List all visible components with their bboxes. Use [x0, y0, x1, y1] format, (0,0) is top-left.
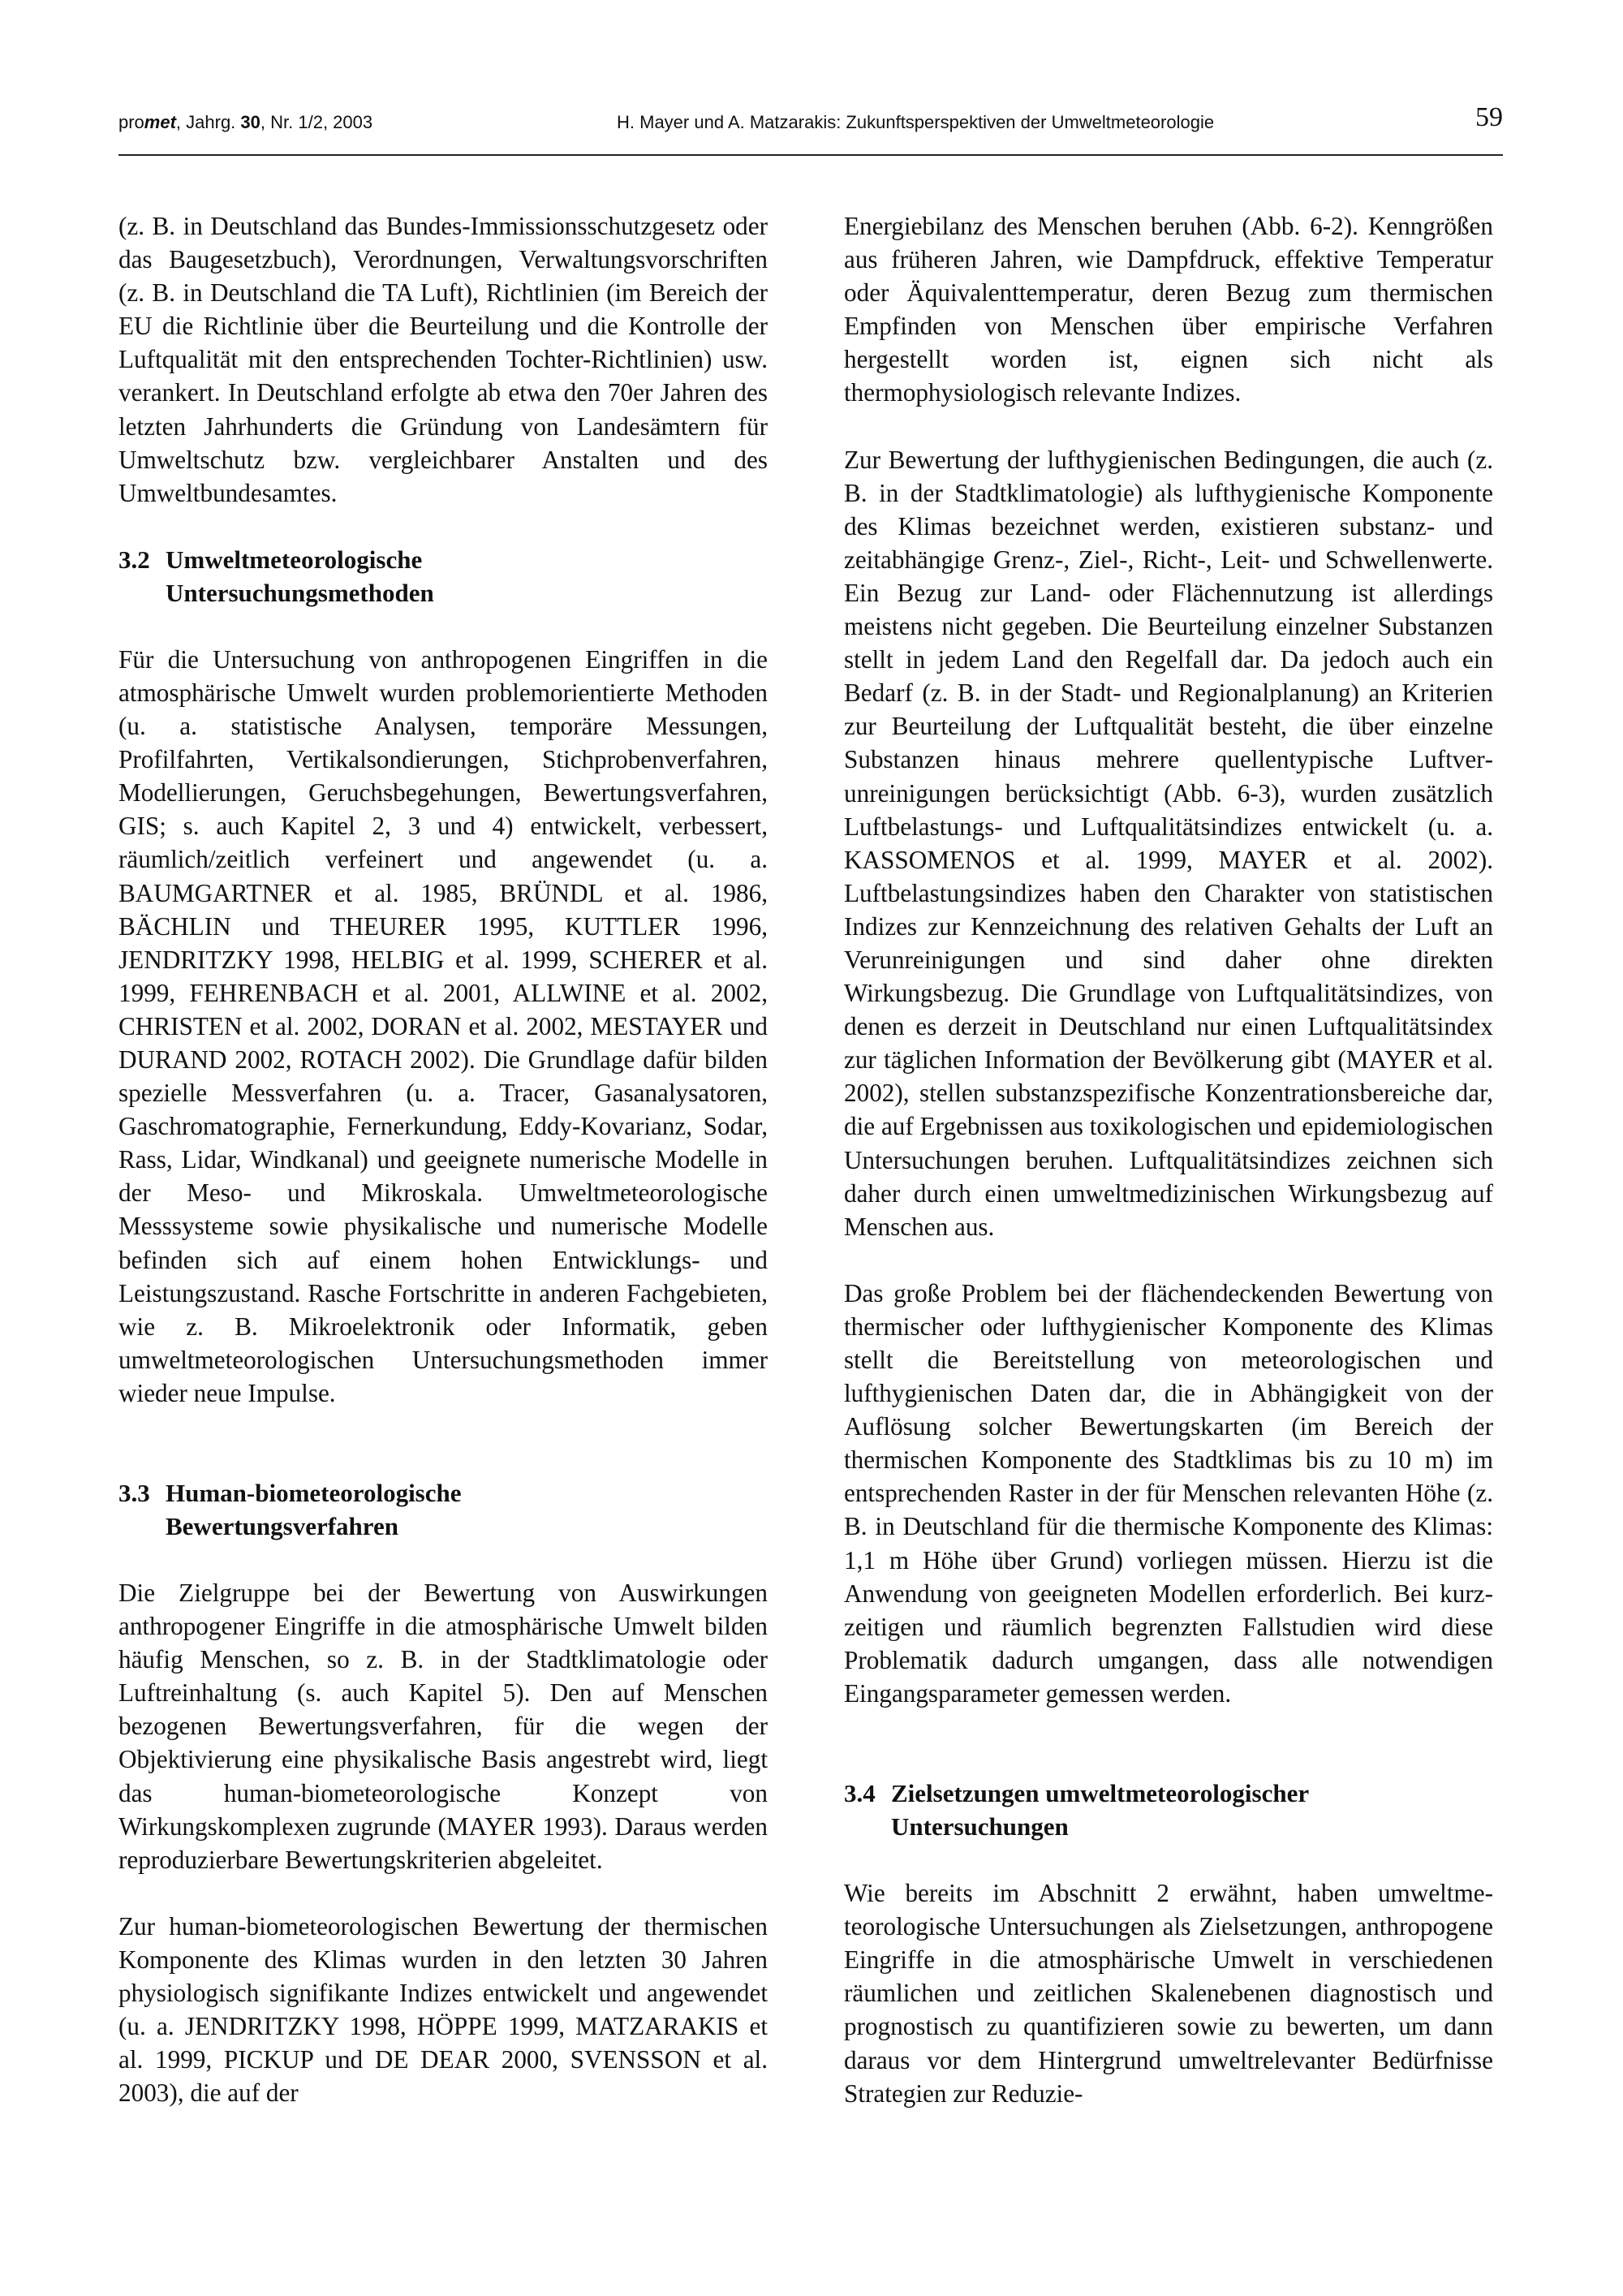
paragraph: Zur human-biometeorologischen Bewertung der thermischen Komponente des Klimas wurden in den letzten 30 Jahren physiologisch signifikante Indizes entwickelt und angewendet (u. a. JENDRITZKY 1998, HÖPPE 1999, MATZARAKIS et al. 1999, PICKUP und DE DEAR 2000, SVENSSON et al. 2003), die auf der — [118, 1911, 768, 2108]
left-column — [118, 209, 768, 2109]
right-column — [844, 209, 1493, 2110]
section-heading-3-4 — [844, 1777, 1493, 1843]
section-title-line: Untersuchungen — [891, 1812, 1069, 1842]
section-heading-3-3 — [118, 1476, 768, 1543]
paragraph: (z. B. in Deutschland das Bundes-Immissionsschutzgesetz oder das Baugesetzbuch), Verordnungen, Verwaltungsvorschriften (z. B. in Deutschland die TA Luft), Richtlinien (im Bereich der EU die Richtlinie über die Beurteilung und die Kontrolle der Luftqualität mit den entsprechenden Tochter-Richtlinien) usw. verankert. In Deutschland erfolgte ab etwa den 70er Jahren des letzten Jahrhunderts die Gründung von Landesämtern für Umweltschutz bzw. vergleichbarer Anstalten und des Umweltbundesamtes. — [118, 212, 768, 507]
paragraph: Wie bereits im Abschnitt 2 erwähnt, haben umweltmeteorologische Untersuchungen als Zielsetzungen, anthropogene Eingriffe in die atmosphärische Umwelt in verschiedenen räumlichen und zeitlichen Skalenebenen diagnostisch und prognostisch zu quantifizieren sowie zu bewerten, um dann daraus vor dem Hintergrund umweltrelevanter Bedürfnisse Strategien zur Reduzie- — [844, 1879, 1493, 2108]
paragraph: Die Zielgruppe bei der Bewertung von Auswirkungen anthropogener Eingriffe in die atmosphärische Umwelt bilden häufig Menschen, so z. B. in der Stadtklimatologie oder Luftreinhaltung (s. auch Kapitel 5). Den auf Menschen bezogenen Bewertungsverfahren, für die wegen der Objektivierung eine physikalische Basis angestrebt wird, liegt das human-biometeorologische Konzept von Wirkungskomplexen zugrunde (MAYER 1993). Daraus werden reproduzierbare Bewertungskriterien abgeleitet. — [118, 1579, 768, 1874]
journal-name-pre: pro — [118, 112, 144, 132]
journal-name-emphasis: met — [144, 112, 176, 132]
journal-volume: 30 — [240, 112, 260, 132]
running-title: H. Mayer und A. Matzarakis: Zukunftsperspektiven der Umweltmeteorologie — [617, 112, 1215, 132]
running-header — [118, 102, 1503, 156]
section-title-line: Umweltmeteorologische — [166, 545, 423, 574]
section-title-line: Bewertungsverfahren — [166, 1512, 398, 1540]
journal-citation — [118, 112, 372, 133]
section-number: 3.2 — [118, 545, 150, 574]
section-number: 3.3 — [118, 1479, 150, 1507]
paragraph: Energiebilanz des Menschen beruhen (Abb. 6-2). Kenngrößen aus früheren Jahren, wie Dampfdruck, effektive Temperatur oder Äquivalenttemperatur, deren Bezug zum thermischen Empfinden von Menschen über empirische Verfahren hergestellt worden ist, eignen sich nicht als thermophysiologisch relevante Indizes. — [844, 212, 1493, 407]
paragraph: Das große Problem bei der flächendeckenden Bewertung von thermischer oder lufthygienischer Komponente des Klimas stellt die Bereitstellung von meteorologischen und lufthygienischen Daten dar, die in Abhängigkeit von der Auflösung solcher Bewertungskarten (im Bereich der thermischen Komponente des Stadtklimas bis zu 10 m) im entsprechenden Raster in der für Menschen relevanten Höhe (z. B. in Deutschland für die thermische Komponente des Klimas: 1,1 m Höhe über Grund) vorliegen müssen. Hierzu ist die Anwendung von geeigneten Modellen erforderlich. Bei kurzzeitigen und räumlich begrenzten Fallstudien wird diese Problematik dadurch umgangen, dass alle notwendigen Eingangsparameter gemessen werden. — [844, 1278, 1493, 1708]
section-number: 3.4 — [844, 1779, 876, 1808]
journal-issue: , Nr. 1/2, 2003 — [260, 112, 373, 132]
section-title-line: Zielsetzungen umweltmeteorologischer — [891, 1779, 1310, 1808]
paragraph: Zur Bewertung der lufthygienischen Bedingungen, die auch (z. B. in der Stadtklimatologie) als lufthygienische Komponente des Klimas bezeichnet werden, existieren substanz- und zeitabhängige Grenz-, Ziel-, Richt-, Leit- und Schwellenwerte. Ein Bezug zur Land- oder Flächennutzung ist allerdings meistens nicht gegeben. Die Beurteilung einzelner Substanzen stellt in jedem Land den Regelfall dar. Da jedoch auch ein Bedarf (z. B. in der Stadt- und Regionalplanung) an Kriterien zur Beurteilung der Luftqualität besteht, die über einzelne Substanzen hinaus mehrere quellentypische Luftverunreinigungen berücksichtigt (Abb. 6-3), wurden zusätzlich Luftbelastungs- und Luftqualitätsindizes entwickelt (u. a. KASSOMENOS et al. 1999, MAYER et al. 2002). Luftbelastungsindizes haben den Charakter von statistischen Indizes zur Kennzeichnung des relativen Gehalts der Luft an Verunreinigungen und sind daher ohne direkten Wirkungsbezug. Die Grundlage von Luftqualitätsindizes, von denen es derzeit in Deutschland nur einen Luftqualitätsindex zur täglichen Information der Bevölkerung gibt (MAYER et al. 2002), stellen substanzspezifische Konzentrationsbereiche dar, die auf Ergebnissen aus toxikologischen und epidemiologischen Untersuchungen beruhen. Luftqualitätsindizes zeichnen sich daher durch einen umweltmedizinischen Wirkungsbezug auf Menschen aus. — [844, 445, 1493, 1241]
paragraph: Für die Untersuchung von anthropogenen Eingriffen in die atmosphärische Umwelt wurden problemorientierte Methoden (u. a. statistische Analysen, temporäre Messungen, Profilfahrten, Vertikalsondierungen, Stichprobenverfahren, Modellierungen, Geruchsbegehungen, Bewertungsverfahren, GIS; s. auch Kapitel 2, 3 und 4) entwickelt, verbessert, räumlich/zeitlich verfeinert und angewendet (u. a. BAUMGARTNER et al. 1985, BRÜNDL et al. 1986, BÄCHLIN und THEURER 1995, KUTTLER 1996, JENDRITZKY 1998, HELBIG et al. 1999, SCHERER et al. 1999, FEHRENBACH et al. 2001, ALLWINE et al. 2002, CHRISTEN et al. 2002, DORAN et al. 2002, MESTAYER und DURAND 2002, ROTACH 2002). Die Grundlage dafür bilden spezielle Messverfahren (u. a. Tracer, Gasanalysatoren, Gaschromatographie, Fernerkundung, Eddy-Kovarianz, Sodar, Rass, Lidar, Windkanal) und geeignete numerische Modelle in der Meso- und Mikroskala. Umweltmeteorologische Messsysteme sowie physikalische und numerische Modelle befinden sich auf einem hohen Entwicklungs- und Leistungszustand. Rasche Fortschritte in anderen Fachgebieten, wie z. B. Mikroelektronik oder Informatik, geben umweltmeteorologischen Untersuchungsmethoden immer wieder neue Impulse. — [118, 644, 768, 1407]
section-title-line: Human-biometeorologische — [166, 1479, 462, 1507]
page-number: 59 — [1475, 102, 1503, 132]
journal-year-label: , Jahrg. — [175, 112, 236, 132]
section-heading-3-2 — [118, 543, 768, 610]
section-title-line: Untersuchungsmethoden — [166, 578, 434, 607]
